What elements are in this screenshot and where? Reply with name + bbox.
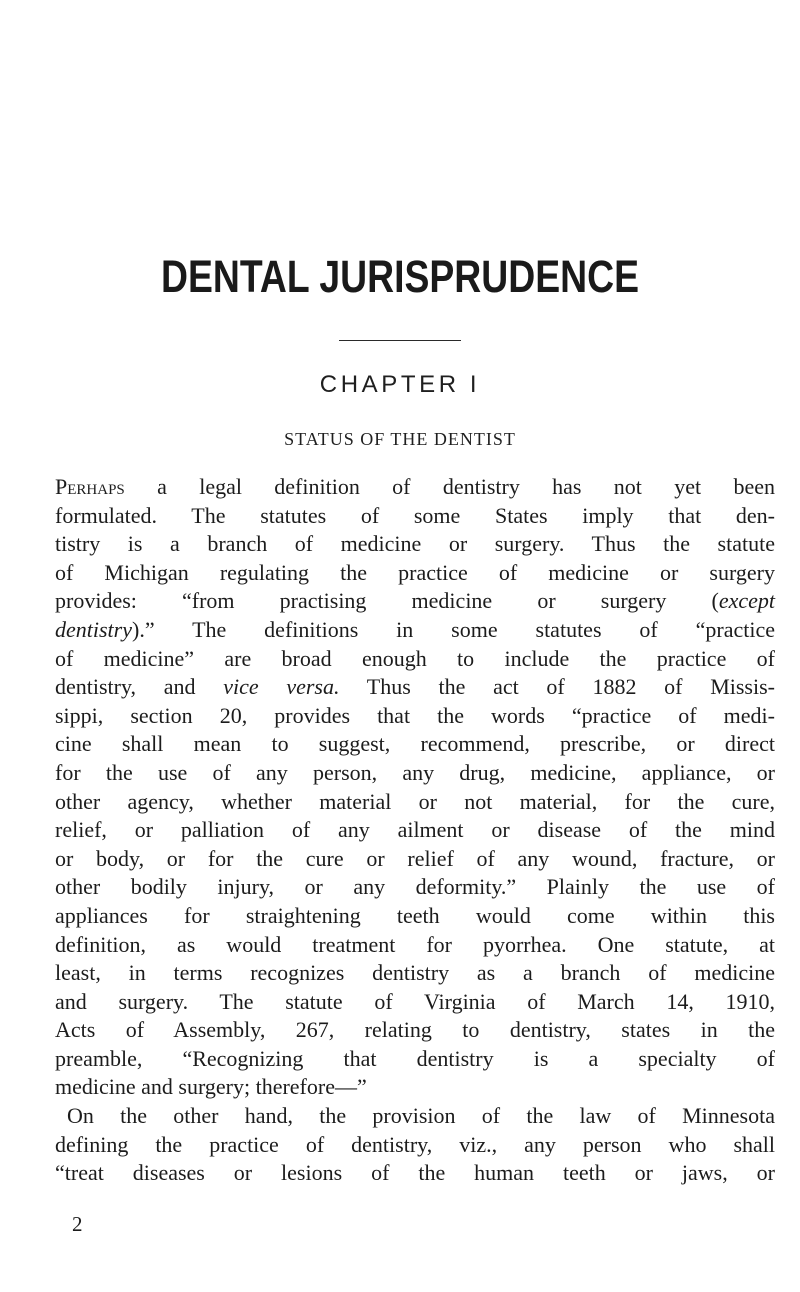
text-line: least, in terms recognizes dentistry as a branch of medicine [55, 960, 775, 986]
lead-word: Perhaps [55, 474, 125, 499]
text-line: appliances for straightening teeth would come within this [55, 902, 775, 928]
text-line: dentistry, and vice versa. Thus the act of 1882 of Missis- [55, 674, 775, 700]
text-line: Acts of Assembly, 267, relating to dentistry, states in the [55, 1017, 775, 1043]
text-line: definition, as would treatment for pyorrhea. One statute, at [55, 931, 775, 957]
chapter-heading: CHAPTER I [319, 371, 481, 398]
text-line: and surgery. The statute of Virginia of March 14, 1910, [55, 988, 775, 1014]
text-line: cine shall mean to suggest, recommend, prescribe, or direct [55, 731, 775, 757]
page-number: 2 [72, 1212, 83, 1236]
text-line: formulated. The statutes of some States imply that den- [55, 502, 775, 528]
text-line: defining the practice of dentistry, viz., any person who shall [55, 1131, 775, 1157]
text-line: of medicine” are broad enough to include the practice of [55, 645, 775, 671]
text-line: sippi, section 20, provides that the words “practice of medi- [55, 702, 775, 728]
text-line: tistry is a branch of medicine or surgery. Thus the statute [55, 531, 775, 557]
text-line: for the use of any person, any drug, medicine, appliance, or [55, 759, 775, 785]
text-line: preamble, “Recognizing that dentistry is a specialty of [55, 1045, 775, 1071]
text-line: Perhaps a legal definition of dentistry has not yet been [55, 474, 775, 499]
italic-text: except [718, 588, 775, 614]
italic-text: vice versa. [223, 674, 340, 700]
text-line: relief, or palliation of any ailment or disease of the mind [55, 817, 775, 843]
book-title: DENTAL JURISPRUDENCE [160, 251, 640, 302]
text-line: dentistry).” The definitions in some statutes of “practice [55, 616, 775, 642]
text-line: of Michigan regulating the practice of medicine or surgery [55, 559, 775, 585]
body-text [55, 473, 775, 1188]
text-line: or body, or for the cure or relief of any wound, fracture, or [55, 845, 775, 871]
text-line: On the other hand, the provision of the law of Minnesota [67, 1103, 775, 1129]
title-divider [339, 340, 461, 341]
text-line: other agency, whether material or not material, for the cure, [55, 788, 775, 814]
text-line: provides: “from practising medicine or surgery (except [55, 588, 775, 614]
text-line: “treat diseases or lesions of the human teeth or jaws, or [55, 1160, 775, 1186]
italic-text: dentistry [55, 616, 132, 642]
text-line: medicine and surgery; therefore—” [55, 1074, 367, 1100]
chapter-subtitle: STATUS OF THE DENTIST [284, 429, 516, 449]
text-line: other bodily injury, or any deformity.” Plainly the use of [55, 874, 775, 900]
